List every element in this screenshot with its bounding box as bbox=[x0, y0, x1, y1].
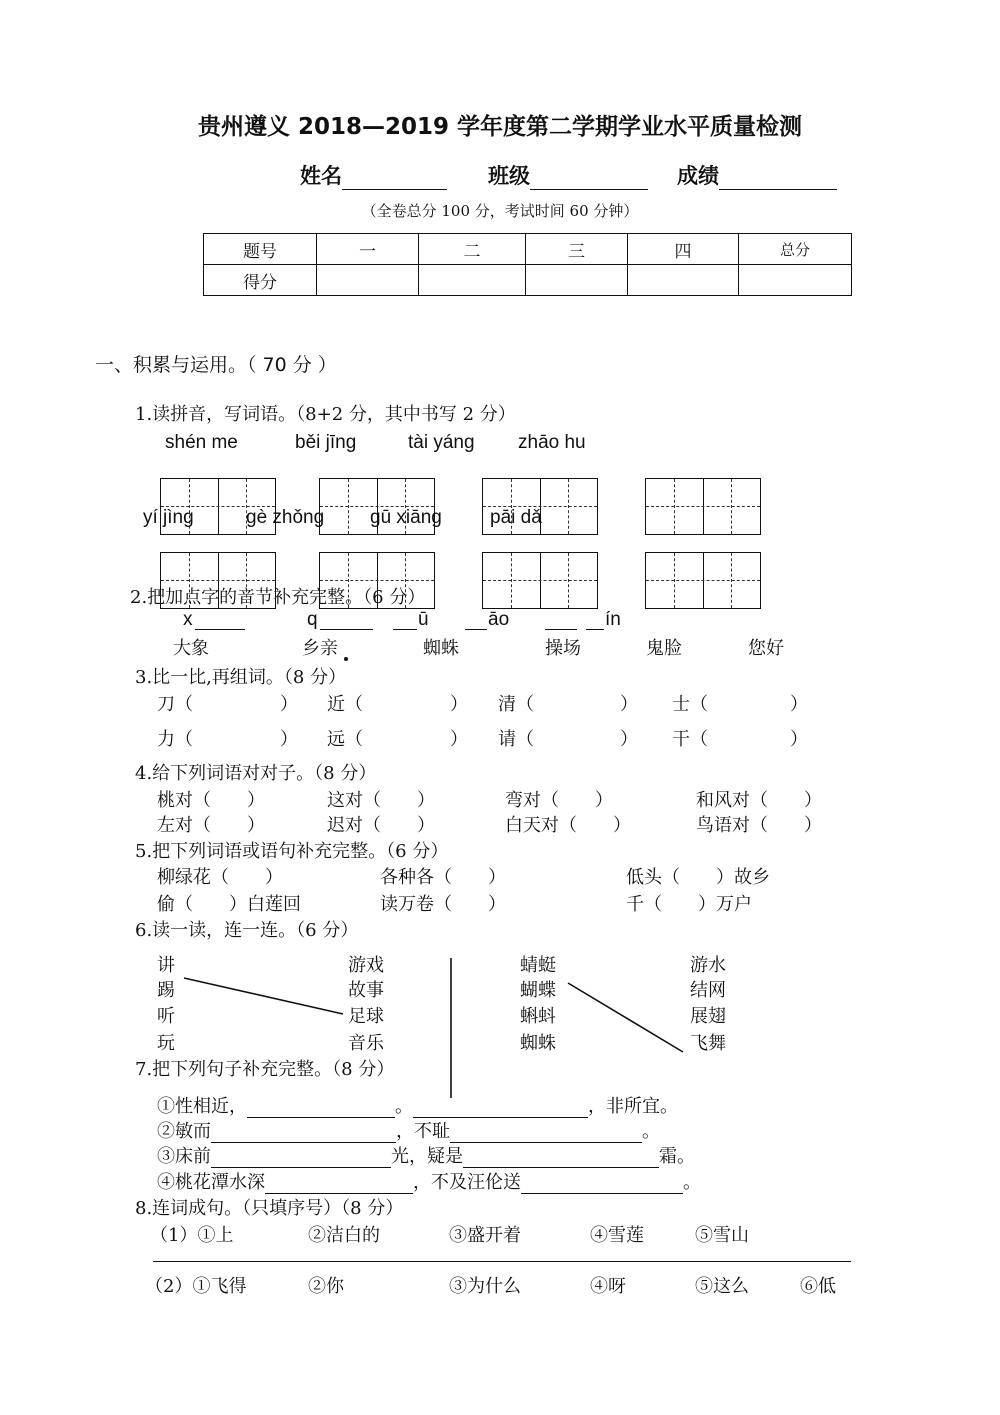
couplet-item: 这对（ ） bbox=[327, 790, 435, 811]
match-word[interactable]: 游水 bbox=[690, 955, 726, 976]
sentence bbox=[157, 1117, 660, 1143]
pinyin-fill: ín bbox=[605, 609, 621, 630]
question-8-title: 8.连词成句。（只填序号）（8 分） bbox=[135, 1198, 404, 1219]
match-word[interactable]: 展翅 bbox=[690, 1006, 726, 1027]
class-label: 班级 bbox=[488, 164, 530, 188]
match-word[interactable]: 踢 bbox=[157, 980, 175, 1001]
sentence-text: ③床前 bbox=[157, 1146, 211, 1167]
match-word[interactable]: 音乐 bbox=[348, 1033, 384, 1054]
phrase-item: 柳绿花（ ） bbox=[157, 867, 283, 888]
pinyin: gè zhǒng bbox=[246, 507, 325, 528]
couplet-item: 和风对（ ） bbox=[696, 790, 822, 811]
question-2-title: 2.把加点字的音节补充完整。（6 分） bbox=[130, 587, 426, 608]
match-word[interactable]: 故事 bbox=[348, 980, 384, 1001]
paren-close: ） bbox=[620, 729, 638, 750]
question-1-title: 1.读拼音，写词语。（8+2 分，其中书写 2 分） bbox=[135, 404, 516, 425]
sentence bbox=[157, 1092, 678, 1118]
compare-item: 远（ bbox=[327, 729, 363, 750]
couplet-item: 左对（ ） bbox=[157, 815, 265, 836]
question-3-title: 3.比一比,再组词。（8 分） bbox=[135, 667, 347, 688]
word-card: ②洁白的 bbox=[308, 1225, 380, 1246]
word: 蜘蛛 bbox=[423, 638, 459, 659]
word-card: ②你 bbox=[308, 1276, 344, 1297]
phrase-item: 偷（ ）白莲回 bbox=[157, 894, 301, 915]
section-title: 一、积累与运用。（ 70 分 ） bbox=[95, 354, 337, 376]
match-word[interactable]: 听 bbox=[157, 1006, 175, 1027]
word-card: （1）①上 bbox=[150, 1225, 234, 1246]
match-line bbox=[184, 978, 343, 1014]
couplet-item: 迟对（ ） bbox=[327, 815, 435, 836]
score-table-cell: 题号 bbox=[204, 234, 317, 265]
sentence-text: 。 bbox=[642, 1121, 660, 1142]
fill-blank[interactable] bbox=[413, 1097, 588, 1118]
word-card: （2）①飞得 bbox=[145, 1276, 247, 1297]
sentence-text: 。 bbox=[683, 1172, 701, 1193]
word: 鬼脸 bbox=[646, 638, 682, 659]
fill-blank[interactable] bbox=[450, 1122, 642, 1143]
pinyin: běi jīng bbox=[295, 432, 357, 453]
phrase-item: 低头（ ）故乡 bbox=[626, 867, 770, 888]
couplet-item: 桃对（ ） bbox=[157, 790, 265, 811]
word-card: ③盛开着 bbox=[449, 1225, 521, 1246]
exam-note: （全卷总分 100 分，考试时间 60 分钟） bbox=[361, 202, 639, 220]
question-4-title: 4.给下列词语对对子。（8 分） bbox=[135, 763, 377, 784]
pinyin: gū xiāng bbox=[370, 507, 442, 528]
fill-blank[interactable] bbox=[247, 1097, 395, 1118]
phrase-item: 千（ ）万户 bbox=[626, 894, 752, 915]
pinyin: shén me bbox=[165, 432, 238, 453]
compare-item: 刀（ bbox=[157, 694, 193, 715]
match-word[interactable]: 蜘蛛 bbox=[520, 1033, 556, 1054]
match-word[interactable]: 游戏 bbox=[348, 955, 384, 976]
compare-item: 干（ bbox=[672, 729, 708, 750]
compare-item: 士（ bbox=[672, 694, 708, 715]
sentence-text: 霜。 bbox=[659, 1146, 695, 1167]
match-word[interactable]: 蝌蚪 bbox=[520, 1006, 556, 1027]
pinyin-fill: x bbox=[183, 609, 193, 630]
compare-item: 近（ bbox=[327, 694, 363, 715]
paren-close: ） bbox=[790, 694, 808, 715]
score-table-cell: 一 bbox=[317, 234, 419, 265]
word-card: ④呀 bbox=[590, 1276, 626, 1297]
score-table-cell: 三 bbox=[526, 234, 628, 265]
pinyin-fill: ū bbox=[418, 609, 429, 630]
sentence-text: 。 bbox=[395, 1096, 413, 1117]
couplet-item: 白天对（ ） bbox=[505, 815, 631, 836]
sentence-text: ④桃花潭水深 bbox=[157, 1172, 265, 1193]
paren-close: ） bbox=[280, 729, 298, 750]
fill-blank[interactable] bbox=[211, 1122, 396, 1143]
match-word[interactable]: 足球 bbox=[348, 1006, 384, 1027]
word: 乡亲 bbox=[302, 638, 338, 659]
paren-close: ） bbox=[450, 694, 468, 715]
name-label: 姓名 bbox=[300, 164, 342, 188]
compare-item: 力（ bbox=[157, 729, 193, 750]
fill-blank[interactable] bbox=[521, 1173, 683, 1194]
word-card: ④雪莲 bbox=[590, 1225, 644, 1246]
fill-blank[interactable] bbox=[265, 1173, 413, 1194]
match-word[interactable]: 蝴蝶 bbox=[520, 980, 556, 1001]
score-table-cell: 总分 bbox=[739, 234, 852, 265]
word: 大象 bbox=[173, 638, 209, 659]
couplet-item: 鸟语对（ ） bbox=[696, 815, 822, 836]
pinyin: pāi dǎ bbox=[490, 507, 542, 528]
sentence-text: ，不耻 bbox=[396, 1121, 450, 1142]
score-table-cell: 得分 bbox=[204, 265, 317, 296]
match-word[interactable]: 讲 bbox=[157, 955, 175, 976]
sentence-text: ，不及汪伦送 bbox=[413, 1172, 521, 1193]
score-label: 成绩 bbox=[677, 164, 719, 188]
phrase-item: 读万卷（ ） bbox=[380, 894, 506, 915]
match-word[interactable]: 飞舞 bbox=[690, 1033, 726, 1054]
word: 操场 bbox=[545, 638, 581, 659]
question-6-title: 6.读一读，连一连。（6 分） bbox=[135, 920, 359, 941]
fill-blank[interactable] bbox=[463, 1147, 659, 1168]
pinyin: tài yáng bbox=[408, 432, 475, 453]
sentence bbox=[157, 1168, 701, 1194]
pinyin-fill: q bbox=[307, 609, 318, 630]
question-5-title: 5.把下列词语或语句补充完整。（6 分） bbox=[135, 841, 449, 862]
phrase-item: 各种各（ ） bbox=[380, 867, 506, 888]
paren-close: ） bbox=[450, 729, 468, 750]
compare-item: 请（ bbox=[498, 729, 534, 750]
word-card: ③为什么 bbox=[449, 1276, 521, 1297]
question-7-title: 7.把下列句子补充完整。（8 分） bbox=[135, 1059, 395, 1080]
match-line bbox=[568, 983, 683, 1052]
word-card: ⑥低 bbox=[800, 1276, 836, 1297]
sentence bbox=[157, 1142, 695, 1168]
compare-item: 清（ bbox=[498, 694, 534, 715]
sentence-text: ②敏而 bbox=[157, 1121, 211, 1142]
score-table-cell: 四 bbox=[628, 234, 739, 265]
exam-title: 贵州遵义 2018—2019 学年度第二学期学业水平质量检测 bbox=[197, 114, 803, 140]
fill-blank[interactable] bbox=[211, 1147, 391, 1168]
score-table-cell: 二 bbox=[419, 234, 526, 265]
sentence-text: 光，疑是 bbox=[391, 1146, 463, 1167]
match-word[interactable]: 蜻蜓 bbox=[520, 955, 556, 976]
word-card: ⑤这么 bbox=[695, 1276, 749, 1297]
answer-line[interactable] bbox=[153, 1261, 851, 1262]
paren-close: ） bbox=[620, 694, 638, 715]
pinyin: yí jìng bbox=[143, 507, 194, 528]
word-card: ⑤雪山 bbox=[695, 1225, 749, 1246]
word: 您好 bbox=[748, 638, 784, 659]
match-word[interactable]: 结网 bbox=[690, 980, 726, 1001]
pinyin-fill: āo bbox=[488, 609, 510, 630]
pinyin: zhāo hu bbox=[518, 432, 586, 453]
paren-close: ） bbox=[790, 729, 808, 750]
match-word[interactable]: 玩 bbox=[157, 1033, 175, 1054]
paren-close: ） bbox=[280, 694, 298, 715]
couplet-item: 弯对（ ） bbox=[505, 790, 613, 811]
sentence-text: ，非所宜。 bbox=[588, 1096, 678, 1117]
sentence-text: ①性相近， bbox=[157, 1096, 247, 1117]
